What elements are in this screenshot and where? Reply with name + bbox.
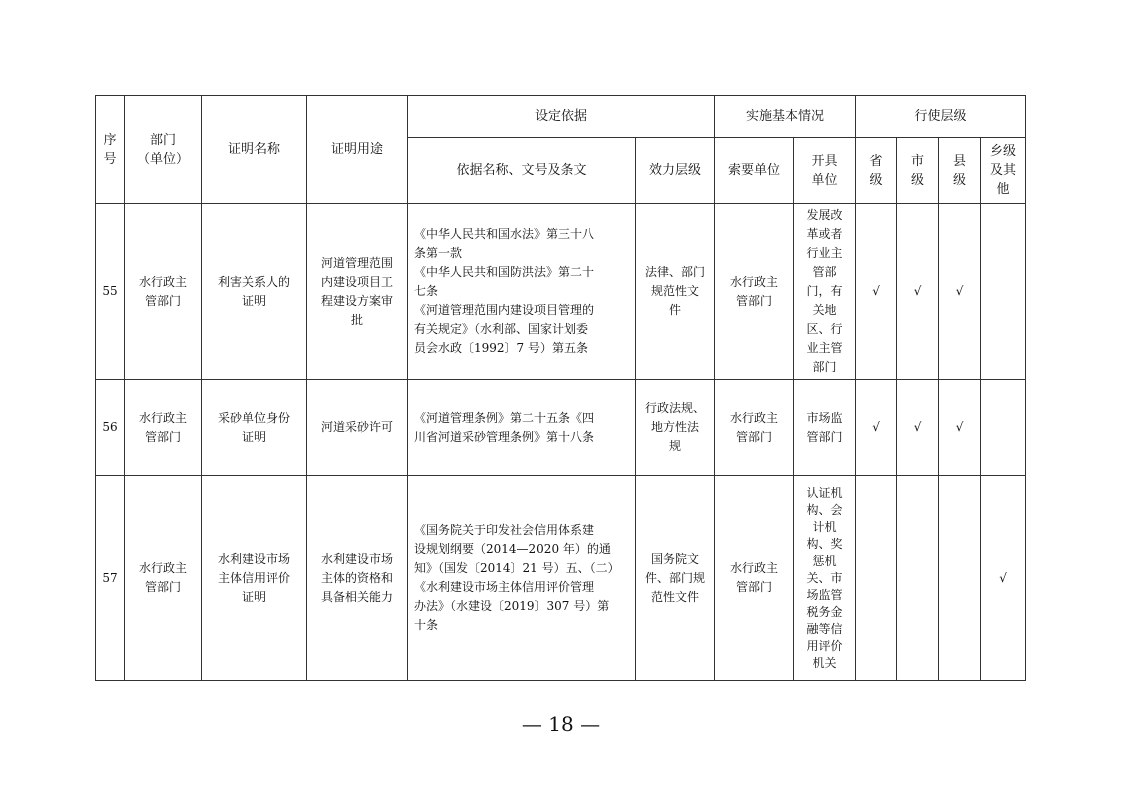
certificate-table bbox=[95, 95, 1026, 681]
cell-basis: 《国务院关于印发社会信用体系建 设规划纲要（2014—2020 年）的通 知》（国发〔2014〕21 号）五、（二） 《水利建设市场主体信用评价管理 办法》（水建设〔2019〕307 号）第 十条 bbox=[408, 476, 636, 681]
cell-issuer: 发展改 革或者 行业主 管部 门，有 关地 区、行 业主管 部门 bbox=[794, 204, 856, 380]
cell-level: 行政法规、 地方性法 规 bbox=[636, 380, 715, 476]
cell-cert-use: 河道采砂许可 bbox=[307, 380, 408, 476]
header-basis-name: 依据名称、文号及条文 bbox=[408, 138, 636, 204]
cell-dept: 水行政主 管部门 bbox=[125, 204, 202, 380]
header-row-top bbox=[96, 96, 1026, 138]
header-seq: 序 号 bbox=[96, 96, 125, 204]
header-city: 市 级 bbox=[897, 138, 939, 204]
cell-city: √ bbox=[897, 380, 939, 476]
cell-province bbox=[856, 476, 897, 681]
cell-county: √ bbox=[939, 204, 981, 380]
header-province: 省 级 bbox=[856, 138, 897, 204]
cell-issuer: 市场监 管部门 bbox=[794, 380, 856, 476]
cell-seq: 56 bbox=[96, 380, 125, 476]
header-cert-name: 证明名称 bbox=[202, 96, 307, 204]
cell-township: √ bbox=[981, 476, 1026, 681]
cell-cert-name: 利害关系人的 证明 bbox=[202, 204, 307, 380]
cell-dept: 水行政主 管部门 bbox=[125, 380, 202, 476]
cell-city bbox=[897, 476, 939, 681]
header-cert-use: 证明用途 bbox=[307, 96, 408, 204]
cell-basis: 《中华人民共和国水法》第三十八 条第一款 《中华人民共和国防洪法》第二十 七条 《河道管理范围内建设项目管理的 有关规定》（水利部、国家计划委 员会水政〔1992〕7 号）第五条 bbox=[408, 204, 636, 380]
cell-township bbox=[981, 204, 1026, 380]
header-impl-group: 实施基本情况 bbox=[715, 96, 856, 138]
header-county: 县 级 bbox=[939, 138, 981, 204]
cell-cert-use: 水利建设市场 主体的资格和 具备相关能力 bbox=[307, 476, 408, 681]
cell-county: √ bbox=[939, 380, 981, 476]
cell-seq: 57 bbox=[96, 476, 125, 681]
cell-level: 国务院文 件、部门规 范性文件 bbox=[636, 476, 715, 681]
cell-cert-name: 采砂单位身份 证明 bbox=[202, 380, 307, 476]
cell-basis: 《河道管理条例》第二十五条《四 川省河道采砂管理条例》第十八条 bbox=[408, 380, 636, 476]
cell-dept: 水行政主 管部门 bbox=[125, 476, 202, 681]
header-basis-group: 设定依据 bbox=[408, 96, 715, 138]
header-impl-issuer: 开具 单位 bbox=[794, 138, 856, 204]
cell-county bbox=[939, 476, 981, 681]
cell-province: √ bbox=[856, 204, 897, 380]
cell-requester: 水行政主 管部门 bbox=[715, 476, 794, 681]
page-number: — 18 — bbox=[521, 712, 601, 736]
cell-seq: 55 bbox=[96, 204, 125, 380]
cell-city: √ bbox=[897, 204, 939, 380]
cell-level: 法律、部门 规范性文 件 bbox=[636, 204, 715, 380]
cell-issuer: 认证机 构、会 计机 构、奖 惩机 关、市 场监管 税务金 融等信 用评价 机关 bbox=[794, 476, 856, 681]
cell-province: √ bbox=[856, 380, 897, 476]
header-dept: 部门 （单位） bbox=[125, 96, 202, 204]
table-row bbox=[96, 476, 1026, 681]
cell-township bbox=[981, 380, 1026, 476]
cell-requester: 水行政主 管部门 bbox=[715, 380, 794, 476]
cell-cert-name: 水利建设市场 主体信用评价 证明 bbox=[202, 476, 307, 681]
header-exercise-group: 行使层级 bbox=[856, 96, 1026, 138]
table-row bbox=[96, 380, 1026, 476]
header-township: 乡级 及其 他 bbox=[981, 138, 1026, 204]
cell-cert-use: 河道管理范围 内建设项目工 程建设方案审 批 bbox=[307, 204, 408, 380]
header-basis-level: 效力层级 bbox=[636, 138, 715, 204]
cell-requester: 水行政主 管部门 bbox=[715, 204, 794, 380]
table-row bbox=[96, 204, 1026, 380]
header-impl-requester: 索要单位 bbox=[715, 138, 794, 204]
